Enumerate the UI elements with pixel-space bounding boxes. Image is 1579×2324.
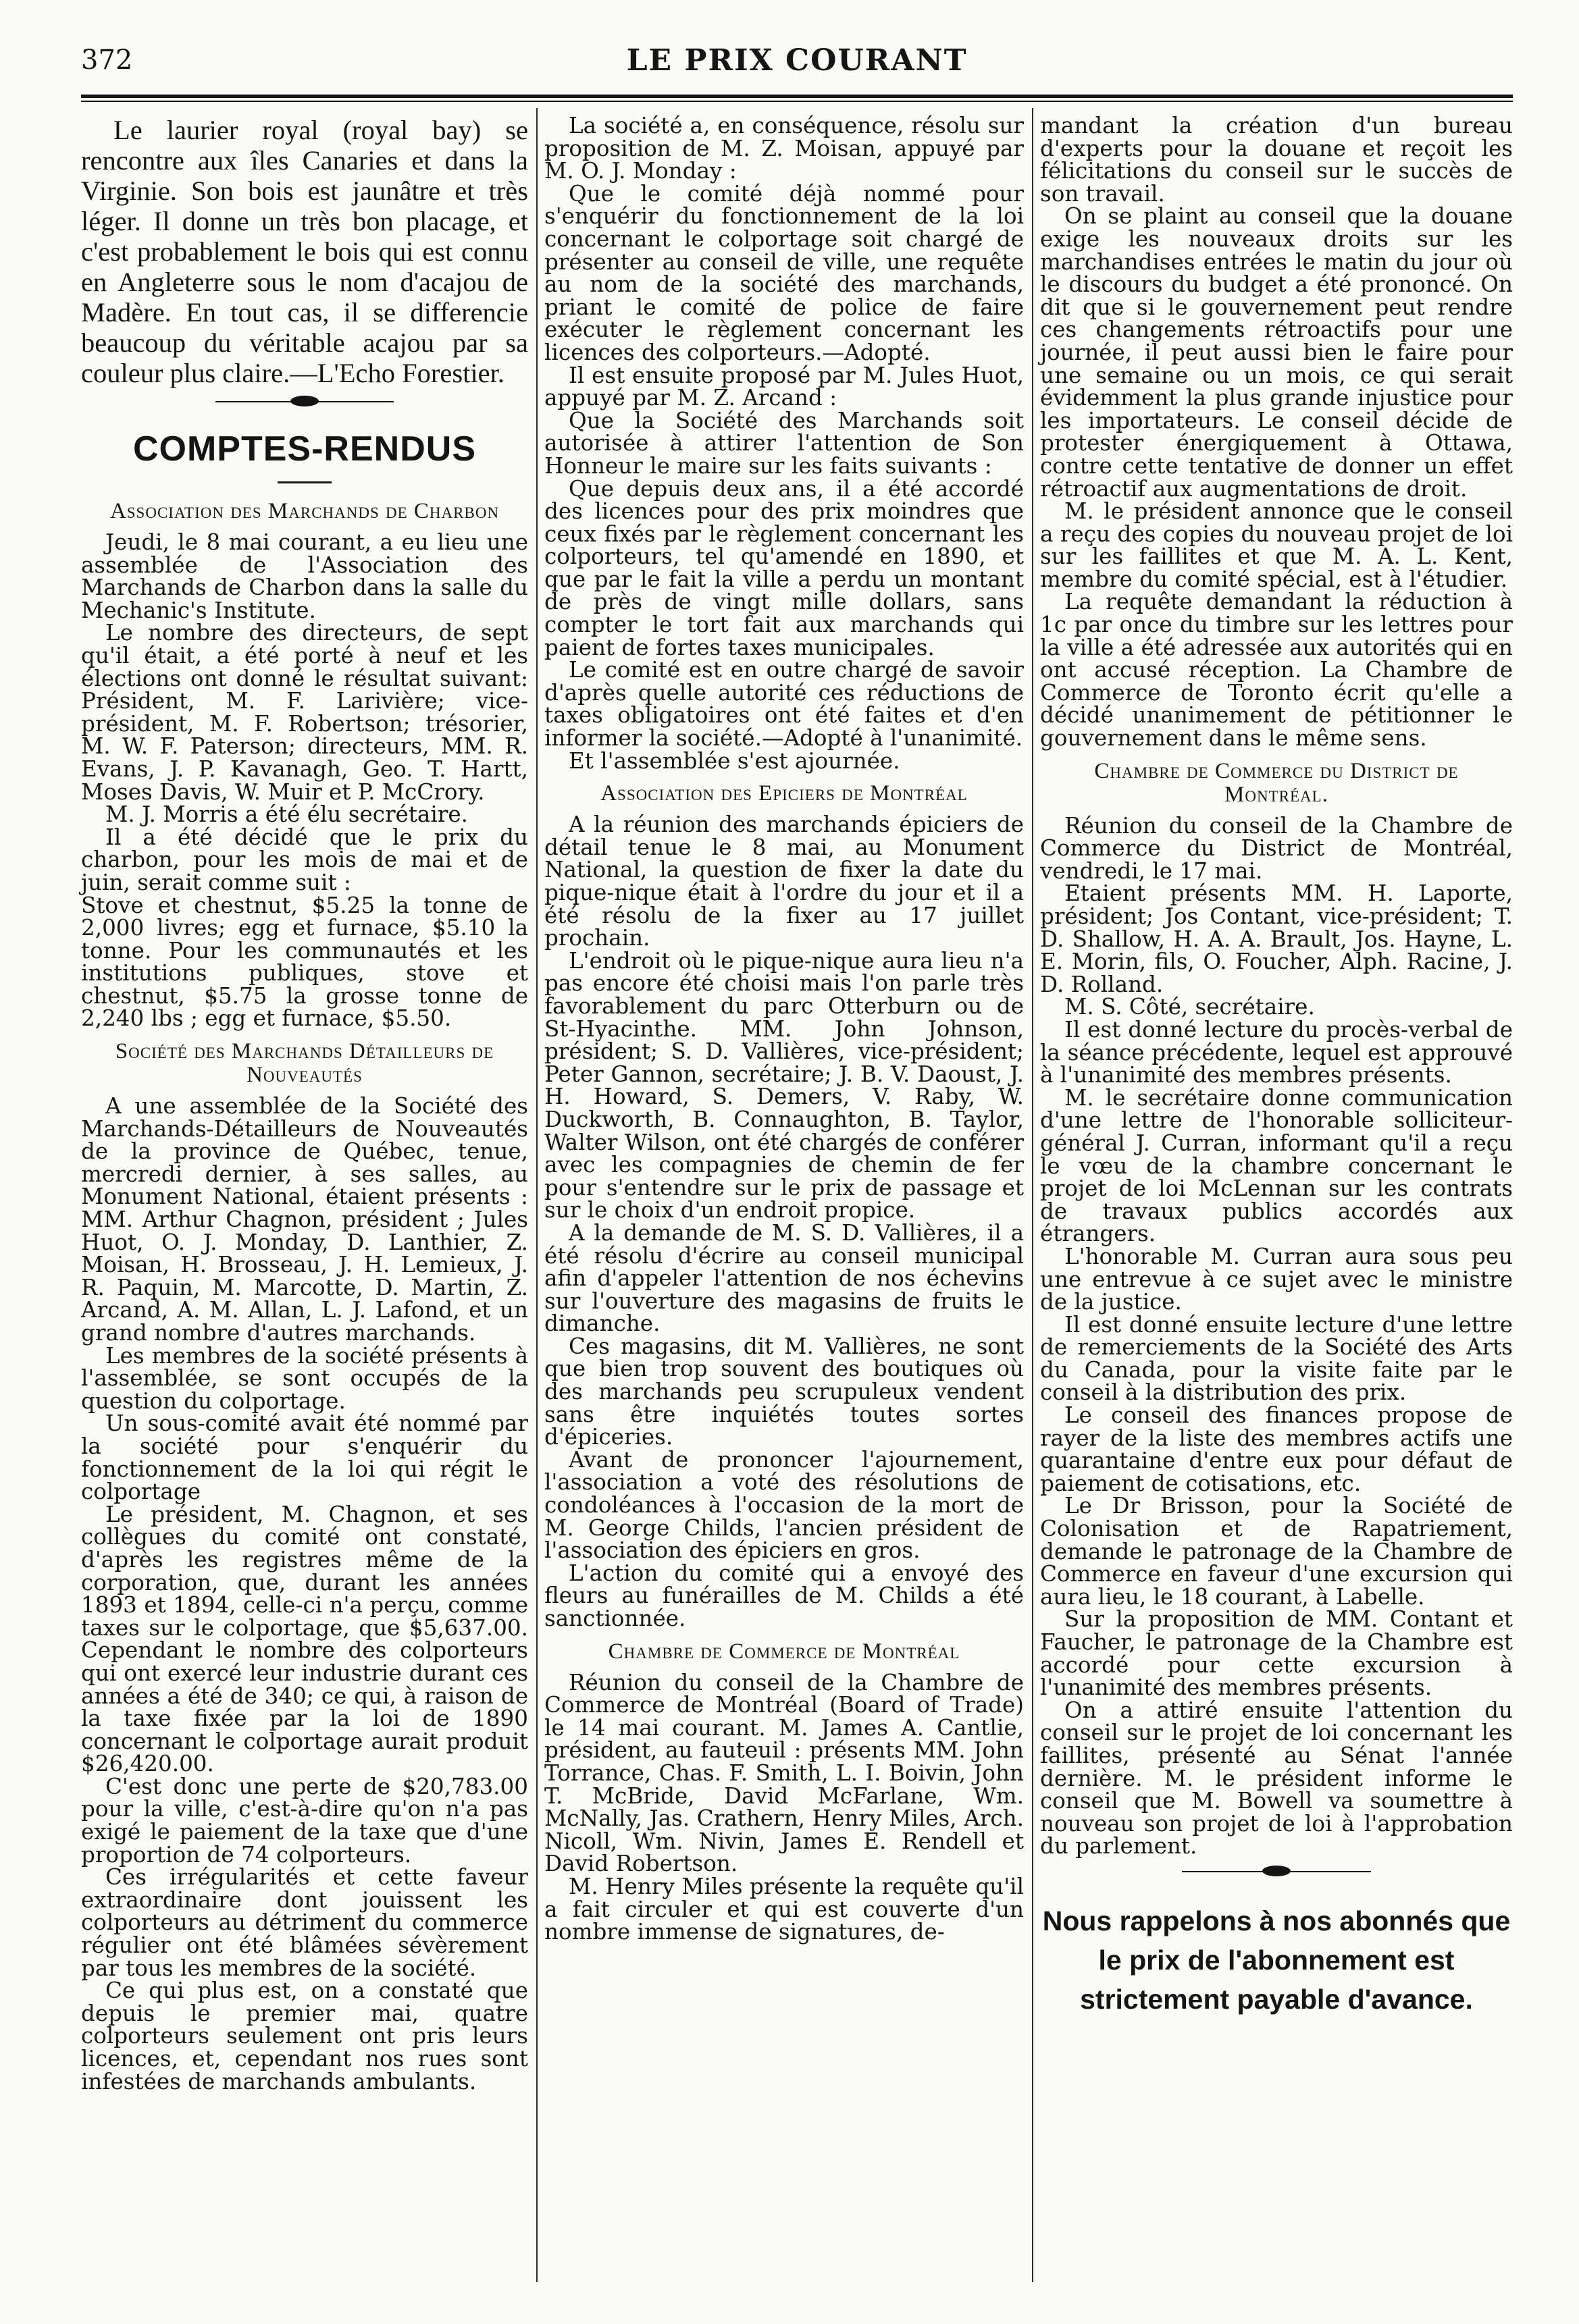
paragraph: Etaient présents MM. H. Laporte, président; Jos Contant, vice-président; T. D. Shallow, H. A. A. Brault, Jos. Hayne, L. E. Morin, fils, O. Foucher, Alph. Racine, J. D. Rolland. — [1040, 880, 1513, 997]
subsection-title: Chambre de Commerce de Montréal — [608, 1639, 960, 1664]
paragraph: Le nombre des directeurs, de sept qu'il était, a été porté à neuf et les élections ont donné le résultat suivant: Président, M. F. Larivière; vice-président, M. F. Robertson; trésorier, M. W. F. Paterson; directeurs, MM. R. Evans, J. P. Kavanagh, Geo. T. Hartt, Moses Davis, W. Muir et P. McCrory. — [81, 620, 528, 805]
subscription-notice: Nous rappelons à nos abonnés que le prix de l'abonnement est strictement payable d'avance. — [1042, 1905, 1511, 2015]
running-title: LE PRIX COURANT — [626, 43, 968, 78]
paragraph: M. le président annonce que le conseil a reçu des copies du nouveau projet de loi sur les faillites et que M. A. L. Kent, membre du comité spécial, est à l'étudier. — [1040, 498, 1513, 592]
paragraph: Que le comité déjà nommé pour s'enquérir du fonctionnement de la loi concernant le colportage soit chargé de présenter au conseil de ville, une requête au nom de la société des marchands, priant le comité de police de faire exécuter le règlement concernant les licences des colporteurs.—Adopté. — [544, 180, 1024, 365]
heading-rule — [278, 481, 332, 483]
paragraph: Le Dr Brisson, pour la Société de Colonisation et de Rapatriement, demande le patronage de la Chambre de Commerce en faveur d'une excursion qui aura lieu, le 18 courant, à Labelle. — [1040, 1493, 1513, 1610]
paragraph: Sur la proposition de MM. Contant et Faucher, le patronage de la Chambre est accordé pour cette excursion à l'unanimité des membres présents. — [1040, 1606, 1513, 1701]
paragraph: Réunion du conseil de la Chambre de Commerce de Montréal (Board of Trade) le 14 mai courant. M. James A. Cantlie, président, au fauteuil : présents MM. John Torrance, Chas. F. Smith, L. I. Boivin, John T. McBride, David McFarlane, Wm. McNally, Jas. Crathern, Henry Miles, Arch. Nicoll, Wm. Nivin, James E. Rendell et David Robertson. — [544, 1669, 1024, 1877]
subsection-title: Chambre de Commerce du District de Montréal. — [1094, 758, 1459, 807]
paragraph: Ces magasins, dit M. Vallières, ne sont que bien trop souvent des boutiques où des marchands peu scrupuleux vendent sans être inquiétés toutes sortes d'épiceries. — [544, 1333, 1024, 1450]
subsection-title: Société des Marchands Détailleurs de Nouveautés — [115, 1039, 494, 1088]
header-rule-thin — [81, 101, 1513, 102]
paragraph: mandant la création d'un bureau d'experts pour la douane et reçoit les félicitations du conseil sur le succès de son travail. — [1040, 113, 1513, 207]
ornament-divider — [81, 388, 528, 415]
running-header — [81, 41, 1513, 81]
paragraph: C'est donc une perte de $20,783.00 pour la ville, c'est-à-dire qu'on n'a pas exigé le paiement de la taxe que d'une proportion de 74 colporteurs. — [81, 1773, 528, 1868]
paragraph: Il est donné lecture du procès-verbal de la séance précédente, lequel est approuvé à l'unanimité des membres présents. — [1040, 1016, 1513, 1088]
paragraph: Stove et chestnut, $5.25 la tonne de 2,000 livres; egg et furnace, $5.10 la tonne. Pour les communautés et les institutions publiques, stove et chestnut, $5.75 la grosse tonne de 2,240 lbs ; egg et furnace, $5.50. — [81, 892, 528, 1032]
paragraph: Le conseil des finances propose de rayer de la liste des membres actifs une quarantaine d'entre eux pour défaut de paiement de cotisations, etc. — [1040, 1402, 1513, 1496]
paragraph: Que la Société des Marchands soit autorisée à attirer l'attention de Son Honneur le maire sur les faits suivants : — [544, 407, 1024, 479]
paragraph: M. Henry Miles présente la requête qu'il a fait circuler et qui est couverte d'un nombre immense de signatures, de- — [544, 1873, 1024, 1945]
paragraph: A la demande de M. S. D. Vallières, il a été résolu d'écrire au conseil municipal afin d'appeler l'attention de nos échevins sur l'ouverture des magasins de fruits le dimanche. — [544, 1219, 1024, 1337]
paragraph: M. le secrétaire donne communication d'une lettre de l'honorable solliciteur-général J. Curran, informant qu'il a reçu le vœu de la chambre concernant le projet de loi McLennan sur les contrats de travaux publics accordés aux étrangers. — [1040, 1084, 1513, 1247]
paragraph: Que depuis deux ans, il a été accordé des licences pour des prix moindres que ceux fixés par le règlement concernant les colporteurs, tel qu'amendé en 1890, et que par le fait la ville a perdu un montant de près de vingt mille dollars, sans compter le tort fait aux marchands qui paient de fortes taxes municipales. — [544, 475, 1024, 660]
intro-article — [81, 115, 528, 388]
paragraph: M. J. Morris a été élu secrétaire. — [105, 801, 468, 828]
intro-paragraph: Le laurier royal (royal bay) se rencontre aux îles Canaries et dans la Virginie. Son bois est jaunâtre et très léger. Il donne un très bon placage, et c'est probablement le bois qui est connu en Angleterre sous le nom d'acajou de Madère. En tout cas, il se differencie beaucoup du véritable acajou par sa couleur plus claire.—L'Echo Forestier. — [81, 115, 528, 388]
header-rule — [81, 95, 1513, 98]
paragraph: Il est donné ensuite lecture d'une lettre de remerciements de la Société des Arts du Canada, pour la visite faite par le conseil à la distribution des prix. — [1040, 1311, 1513, 1406]
ornament-divider — [1040, 1858, 1513, 1885]
paragraph: Il a été décidé que le prix du charbon, pour les mois de mai et de juin, serait comme suit : — [81, 824, 528, 895]
paragraph: Le comité est en outre chargé de savoir d'après quelle autorité ces réductions de taxes obligatoires ont été faites et d'en informer la société.—Adopté à l'unanimité. — [544, 657, 1024, 751]
paragraph: On se plaint au conseil que la douane exige les nouveaux droits sur les marchandises entrées le matin du jour où le discours du budget a été prononcé. On dit que si le gouvernement peut rendre ces changements rétroactifs pour une journée, il peut aussi bien le faire pour une semaine ou un mois, ce qui serait évidemment la plus grande injustice pour les importateurs. Le conseil décide de protester énergiquement à Ottawa, contre cette tentative de donner un effet rétroactif aux augmentations de droit. — [1040, 203, 1513, 502]
column-1 — [81, 115, 528, 2093]
column-2 — [544, 115, 1024, 1944]
column-divider — [1032, 108, 1033, 2282]
section-heading: COMPTES-RENDUS — [132, 429, 477, 469]
paragraph: Avant de prononcer l'ajournement, l'association a voté des résolutions de condoléances à l'occasion de la mort de M. George Childs, l'ancien président de l'association des épiciers en gros. — [544, 1446, 1024, 1564]
subsection-title: Association des Marchands de Charbon — [109, 499, 500, 523]
paragraph: Ce qui plus est, on a constaté que depuis le premier mai, quatre colporteurs seulement ont pris leurs licences, et, cependant nos rues sont infestées de marchands ambulants. — [81, 1978, 528, 2094]
page-number: 372 — [81, 45, 133, 76]
paragraph: La société a, en conséquence, résolu sur proposition de M. Z. Moisan, appuyé par M. O. J. Monday : — [544, 113, 1024, 184]
paragraph: Jeudi, le 8 mai courant, a eu lieu une assemblée de l'Association des Marchands de Charbon dans la salle du Mechanic's Institute. — [81, 529, 528, 623]
paragraph: Réunion du conseil de la Chambre de Commerce du District de Montréal, vendredi, le 17 mai. — [1040, 812, 1513, 884]
paragraph: Et l'assemblée s'est ajournée. — [569, 747, 900, 774]
paragraph: Le président, M. Chagnon, et ses collègues du comité ont constaté, d'après les registres même de la corporation, que, durant les années 1893 et 1894, celle-ci n'a perçu, comme taxes sur le colportage, que $5,637.00. Cependant le nombre des colporteurs qui ont exercé leur industrie durant ces années a été de 340; ce qui, à raison de la taxe fixée par la loi de 1890 concernant le colportage aurait produit $26,420.00. — [81, 1501, 528, 1777]
paragraph: Les membres de la société présents à l'assemblée, se sont occupés de la question du colportage. — [81, 1342, 528, 1414]
paragraph: A la réunion des marchands épiciers de détail tenue le 8 mai, au Monument National, la question de fixer la date du pique-nique était à l'ordre du jour et il a été résolu de la fixer au 17 juillet prochain. — [544, 812, 1024, 951]
column-3 — [1040, 115, 1513, 2019]
paragraph: La requête demandant la réduction à 1c par once du timbre sur les lettres pour la ville a été adressée aux autorités qui en ont accusé réception. La Chambre de Commerce de Toronto écrit qu'elle a décidé unanimement de pétitionner le gouvernement dans le même sens. — [1040, 589, 1513, 751]
paragraph: Un sous-comité avait été nommé par la société pour s'enquérir du fonctionnement de la loi qui régit le colportage — [81, 1410, 528, 1505]
paragraph: Il est ensuite proposé par M. Jules Huot, appuyé par M. Z. Arcand : — [544, 362, 1024, 411]
paragraph: Ces irrégularités et cette faveur extraordinaire dont jouissent les colporteurs au détriment du commerce régulier ont été blâmées sévèrement par tous les membres de la société. — [81, 1864, 528, 1981]
column-divider — [536, 108, 538, 2282]
paragraph: L'endroit où le pique-nique aura lieu n'a pas encore été choisi mais l'on parle très favorablement du parc Otterburn ou de St-Hyacinthe. MM. John Johnson, président; S. D. Vallières, vice-président; Peter Gannon, secrétaire; J. B. V. Daoust, J. H. Howard, S. Demers, V. Raby, W. Duckworth, B. Connaughton, B. Taylor, Walter Wilson, ont été chargés de conférer avec les compagnies de chemin de fer pour s'entendre sur le prix de passage et sur le choix d'un endroit propice. — [544, 947, 1024, 1223]
paragraph: A une assemblée de la Société des Marchands-Détailleurs de Nouveautés de la province de Québec, tenue, mercredi dernier, à ses salles, au Monument National, étaient présents : MM. Arthur Chagnon, président ; Jules Huot, O. J. Monday, D. Lanthier, Z. Moisan, H. Brosseau, J. H. Lemieux, J. R. Paquin, M. Marcotte, D. Martin, Z. Arcand, A. M. Allan, L. J. Lafond, et un grand nombre d'autres marchands. — [81, 1093, 528, 1346]
paragraph: M. S. Côté, secrétaire. — [1064, 994, 1315, 1020]
paragraph: L'honorable M. Curran aura sous peu une entrevue à ce sujet avec le ministre de la justice. — [1040, 1243, 1513, 1315]
paragraph: On a attiré ensuite l'attention du conseil sur le projet de loi concernant les faillites, présenté au Sénat l'année dernière. M. le président informe le conseil que M. Bowell va soumettre à nouveau son projet de loi à l'approbation du parlement. — [1040, 1697, 1513, 1859]
subsection-title: Association des Epiciers de Montréal — [600, 781, 968, 806]
paragraph: L'action du comité qui a envoyé des fleurs au funérailles de M. Childs a été sanctionnée. — [544, 1560, 1024, 1631]
